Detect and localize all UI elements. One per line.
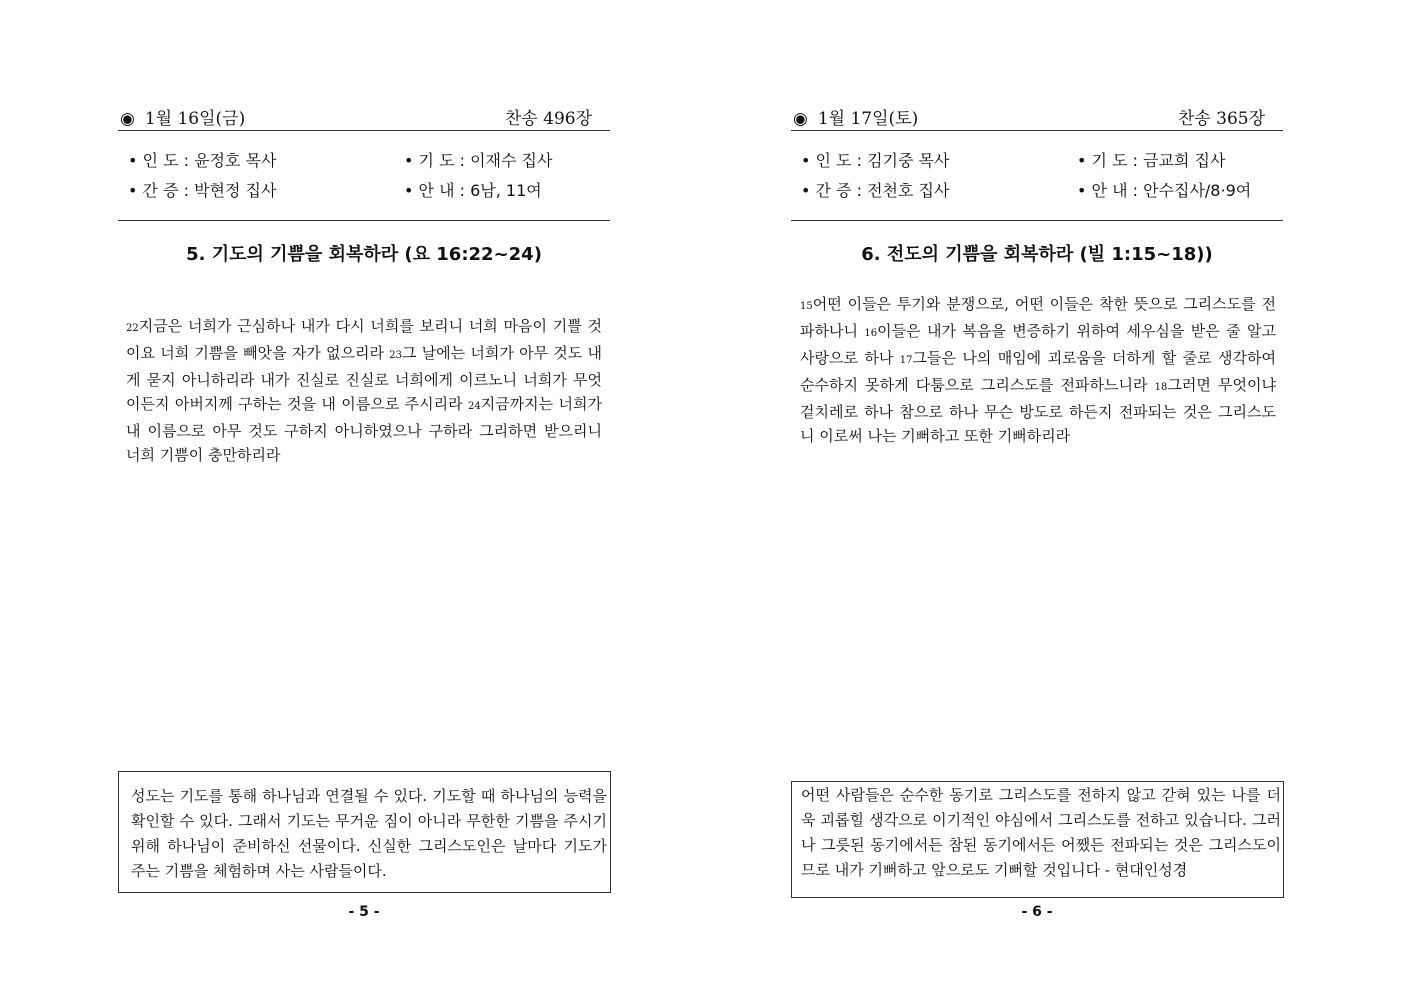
hymn-number: 찬송 365장 bbox=[1177, 109, 1265, 129]
verse-text: 지금은 너희가 근심하나 내가 다시 너희를 보리니 너희 마음이 기쁠 것이요 너희 기쁨을 빼앗을 자가 없으리라 bbox=[126, 317, 602, 362]
verse-number: 15 bbox=[800, 301, 813, 312]
service-roles bbox=[791, 146, 1283, 221]
sermon-title: 5. 기도의 기쁨을 회복하라 (요 16:22~24) bbox=[186, 244, 542, 265]
page-number: - 6 - bbox=[1021, 904, 1053, 920]
verse-number: 23 bbox=[389, 350, 402, 361]
meditation-box: 성도는 기도를 통해 하나님과 연결될 수 있다. 기도할 때 하나님의 능력을 확인할 수 있다. 그래서 기도는 무거운 짐이 아니라 무한한 기쁨을 주시기 위해 하나님이 준비하신 선물이다. 신실한 그리스도인은 날마다 기도가 주는 기쁨을 체험하며 사는 사람들이다. bbox=[118, 771, 611, 893]
page-number: - 5 - bbox=[348, 904, 380, 920]
verse-text: 어떤 이들은 투기와 분쟁으로, 어떤 이들은 착한 뜻으로 그리스도를 전파하나니 bbox=[800, 295, 1276, 340]
role-prayer: • 기 도 : 이재수 집사 bbox=[404, 151, 553, 170]
meditation-box: 어떤 사람들은 순수한 동기로 그리스도를 전하지 않고 갇혀 있는 나를 더욱 괴롭힐 생각으로 이기적인 야심에서 그리스도를 전하고 있습니다. 그러나 그릇된 동기에서든 참된 동기에서든 어쨌든 전파되는 것은 그리스도이므로 내가 기뻐하고 앞으로도 기뻐할 것입니다 - 현대인성경 bbox=[791, 781, 1284, 898]
hymn-number: 찬송 496장 bbox=[504, 109, 592, 129]
service-date: ◉ 1월 17일(토) bbox=[793, 109, 919, 129]
verse-number: 18 bbox=[1154, 382, 1168, 393]
role-leader: • 인 도 : 윤정호 목사 bbox=[128, 151, 277, 170]
verse-text: 이들은 내가 복음을 변증하기 위하여 세우심을 받은 줄 알고 사랑으로 하나 bbox=[800, 322, 1276, 367]
service-roles bbox=[118, 146, 610, 221]
verse-number: 16 bbox=[864, 328, 878, 339]
target-bullet-icon: ◉ bbox=[793, 109, 808, 129]
verse-number: 22 bbox=[126, 323, 139, 334]
verse-number: 24 bbox=[467, 401, 481, 412]
scripture-text bbox=[126, 314, 602, 467]
role-guide: • 안 내 : 6남, 11여 bbox=[404, 181, 542, 200]
service-date: ◉ 1월 16일(금) bbox=[120, 109, 246, 129]
verse-number: 17 bbox=[899, 355, 913, 366]
sermon-title: 6. 전도의 기쁨을 회복하라 (빌 1:15~18)) bbox=[861, 244, 1213, 265]
page-6 bbox=[791, 0, 1283, 992]
page-header bbox=[791, 104, 1283, 131]
verse-text: 지금까지는 너희가 내 이름으로 아무 것도 구하지 아니하였으나 구하라 그리하면 받으리니 너희 기쁨이 충만하리라 bbox=[126, 395, 602, 464]
page-header bbox=[118, 104, 610, 131]
verse-text: 그러면 무엇이냐 겉치레로 하나 참으로 하나 무슨 방도로 하든지 전파되는 것은 그리스도니 이로써 나는 기뻐하고 또한 기뻐하리라 bbox=[800, 376, 1276, 445]
target-bullet-icon: ◉ bbox=[120, 109, 135, 129]
role-testimony: • 간 증 : 박현정 집사 bbox=[128, 181, 277, 200]
role-guide: • 안 내 : 안수집사/8·9여 bbox=[1077, 181, 1252, 200]
role-prayer: • 기 도 : 금교희 집사 bbox=[1077, 151, 1226, 170]
role-testimony: • 간 증 : 전천호 집사 bbox=[801, 181, 950, 200]
verse-text: 그 날에는 너희가 아무 것도 내게 묻지 아니하리라 내가 진실로 진실로 너희에게 이르노니 너희가 무엇이든지 아버지께 구하는 것을 내 이름으로 주시리라 bbox=[126, 344, 602, 413]
page-5 bbox=[118, 0, 610, 992]
scripture-text bbox=[800, 292, 1276, 448]
role-leader: • 인 도 : 김기중 목사 bbox=[801, 151, 950, 170]
verse-text: 그들은 나의 매임에 괴로움을 더하게 할 줄로 생각하여 순수하지 못하게 다툼으로 그리스도를 전파하느니라 bbox=[800, 349, 1276, 394]
